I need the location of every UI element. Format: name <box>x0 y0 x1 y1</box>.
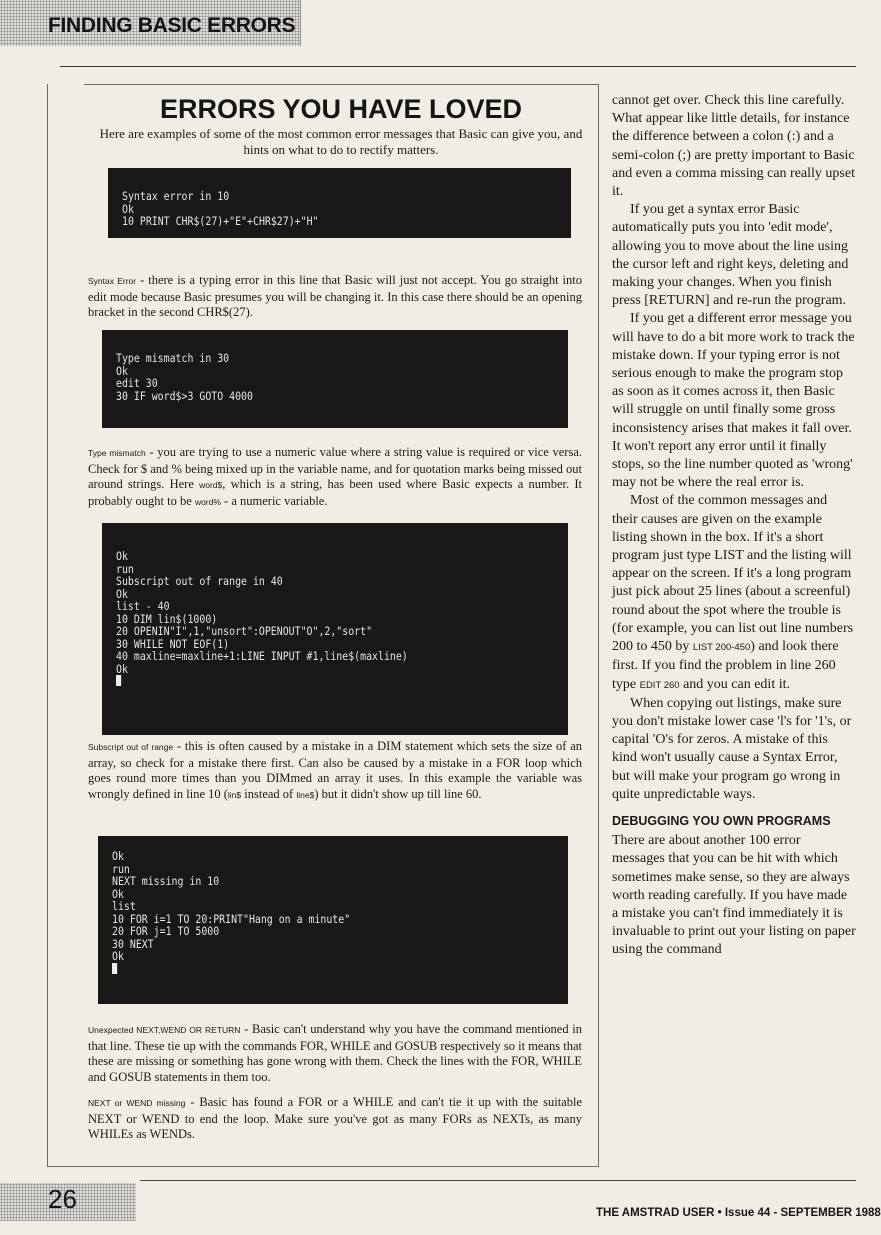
screen-line: run <box>116 561 134 576</box>
footer-credit <box>596 1207 881 1219</box>
caption-code: word$ <box>199 480 223 490</box>
page-number: 26 <box>48 1184 77 1214</box>
screen-next-missing <box>98 836 568 1004</box>
caption-code: line$ <box>296 789 315 800</box>
screen-line: 20 OPENIN"I",1,"unsort":OPENOUT"O",2,"sort" <box>116 624 373 638</box>
inline-command: EDIT 260 <box>639 679 680 691</box>
paragraph-text: and you can edit it. <box>679 676 790 692</box>
caption-type-mismatch <box>88 445 582 510</box>
paragraph: There are about another 100 error messages that you can be hit with which sometimes make sense, so they are always worth reading carefully. If you have made a mistake you can't find immediately it is invaluable to print out your listing on paper using the command <box>612 833 856 958</box>
paragraph <box>612 492 856 694</box>
paragraph-text: Most of the common messages and their causes are given on the example listing shown in the box. If it's a short program just type LIST and the listing will appear on the screen. If it's a long program just pick about 25 lines (about a screenful) round about the spot where the trouble is (for example, you can list out line numbers 200 to 450 by <box>612 493 854 655</box>
caption-text: - a numeric variable. <box>220 493 328 508</box>
screen-line: Syntax error in 10 <box>122 189 230 203</box>
screen-line: 30 WHILE NOT EOF(1) <box>116 636 230 651</box>
screen-syntax-error <box>108 168 571 238</box>
paragraph: If you get a syntax error Basic automatically puts you into 'edit mode', allowing you to move about the line using the cursor left and right keys, deleting and making your changes. When you finish press [RETURN] and re-run the program. <box>612 202 849 309</box>
caption-text: - there is a typing error in this line that Basic will just not accept. You go straight into edit mode because Basic presumes you will be changing it. In this case there should be an opening bracket in the second CHR$(27). <box>88 273 582 319</box>
caption-text: - this is often caused by a mistake in a DIM statement which sets the size of an array, so check for a mistake there first. Can also be caused by a mistake in a FOR loop which goes round more times than you DIMmed an array it uses. In this example the variable was wrongly defined in line 10 ( <box>88 739 582 801</box>
screen-line: list - 40 <box>116 599 170 613</box>
screen-line: Ok <box>116 661 128 676</box>
screen-line: 10 PRINT CHR$(27)+"E"+CHR$27)+"H" <box>122 214 319 228</box>
screen-line: Ok <box>112 949 124 963</box>
box-intro: Here are examples of some of the most common error messages that Basic can give you, and hints on what to do to rectify matters. <box>99 126 583 157</box>
caption-syntax-error <box>88 273 582 321</box>
top-rule <box>60 66 856 67</box>
screen-line: Ok <box>116 586 128 601</box>
caption-term: Subscript out of range <box>88 742 174 752</box>
paragraph-text: ) and look there first. If you find the problem in line 260 type <box>612 639 839 692</box>
caption-text: instead of <box>241 786 297 801</box>
section-title: FINDING BASIC ERRORS <box>48 14 296 37</box>
screen-subscript-out-of-range <box>102 523 568 735</box>
box-border-bottom <box>47 1166 599 1167</box>
caption-code: word% <box>194 496 221 507</box>
screen-line: edit 30 <box>116 376 158 390</box>
box-border-top <box>84 84 598 85</box>
screen-line: list <box>112 899 136 913</box>
screen-line: Type mismatch in 30 <box>116 351 230 365</box>
caption-next-or-wend-missing <box>88 1095 582 1143</box>
screen-cursor-line <box>116 675 505 688</box>
screen-line: NEXT missing in 10 <box>112 874 220 888</box>
caption-term: Unexpected NEXT,WEND OR RETURN <box>88 1025 241 1035</box>
box-border-right <box>598 84 599 1166</box>
publication-name: THE AMSTRAD USER <box>596 1207 715 1219</box>
caption-text: ) but it didn't show up till line 60. <box>314 786 482 801</box>
screen-line: 20 FOR j=1 TO 5000 <box>112 924 220 938</box>
screen-cursor-line <box>112 963 504 976</box>
caption-text: , which is a string, has been used where Basic expects a number. It probably ought to be <box>88 477 582 508</box>
screen-line: Ok <box>116 363 128 378</box>
paragraph: If you get a different error message you will have to do a bit more work to track the mistake down. If your typing error is not serious enough to make the program stop as soon as it comes across it, then Basic will struggle on until finally some gross inconsistency arises that makes it fall over. It won't report any error until it finally stops, so the line number quoted as 'wrong' may not be where the real error is. <box>612 311 855 491</box>
text-cursor <box>116 675 121 686</box>
screen-line: 10 FOR i=1 TO 20:PRINT"Hang on a minute" <box>112 911 351 926</box>
paragraph: When copying out listings, make sure you don't mistake lower case 'l's for '1's, or capital 'O's for zeros. A mistake of this kind won't usually cause a Syntax Error, but will make your program go wrong in quite unpredictable ways. <box>612 695 852 802</box>
screen-line: Ok <box>122 201 134 216</box>
screen-type-mismatch <box>102 330 568 428</box>
caption-term: Type mismatch <box>88 448 146 458</box>
caption-text: - Basic has found a FOR or a WHILE and can't tie it up with the suitable NEXT or WEND to end the loop. Make sure you've got as many FORs as NEXTs, as many WHILEs as WENDs. <box>88 1095 582 1141</box>
caption-term: Syntax Error <box>88 276 137 286</box>
caption-term: NEXT or WEND missing <box>88 1098 186 1108</box>
bullet-separator: • <box>717 1207 722 1219</box>
caption-code: lin$ <box>227 789 242 800</box>
screen-line: Ok <box>112 886 124 901</box>
box-border-left <box>47 84 48 1166</box>
screen-line: 40 maxline=maxline+1:LINE INPUT #1,line$(maxline) <box>116 649 408 663</box>
caption-text: - you are trying to use a numeric value where a string value is required or vice versa. Check for $ and % being mixed up in the variable name, and for quotation marks being missed out around strings. Here <box>88 445 583 491</box>
paragraph: cannot get over. Check this line carefully. What appear like little details, for instance the difference between a colon (:) and a semi-colon (;) are pretty important to Basic and even a comma missing can really upset it. <box>612 93 855 200</box>
caption-subscript-out-of-range <box>88 739 582 803</box>
screen-line: Ok <box>112 849 124 863</box>
caption-unexpected-next <box>88 1022 582 1085</box>
footer-rule <box>140 1180 856 1181</box>
screen-line: 30 NEXT <box>112 936 154 951</box>
screen-line: Ok <box>116 549 128 563</box>
inline-command: LIST 200-450 <box>692 642 751 654</box>
text-cursor <box>112 963 117 974</box>
box-title: ERRORS YOU HAVE LOVED <box>159 94 523 124</box>
screen-line: 30 IF word$>3 GOTO 4000 <box>116 388 253 403</box>
caption-text: - Basic can't understand why you have the command mentioned in that line. These tie up with the commands FOR, WHILE and GOSUB respectively so it means that these are missing or something has gone wrong with them. Check the lines with the FOR, WHILE and GOSUB statements in them too. <box>88 1022 583 1084</box>
screen-line: Subscript out of range in 40 <box>116 574 283 588</box>
section-heading: DEBUGGING YOU OWN PROGRAMS <box>612 813 831 828</box>
screen-line: 10 DIM lin$(1000) <box>116 611 218 626</box>
issue-info: Issue 44 - SEPTEMBER 1988 <box>724 1207 881 1219</box>
screen-line: run <box>112 861 130 876</box>
article-column <box>612 92 856 960</box>
